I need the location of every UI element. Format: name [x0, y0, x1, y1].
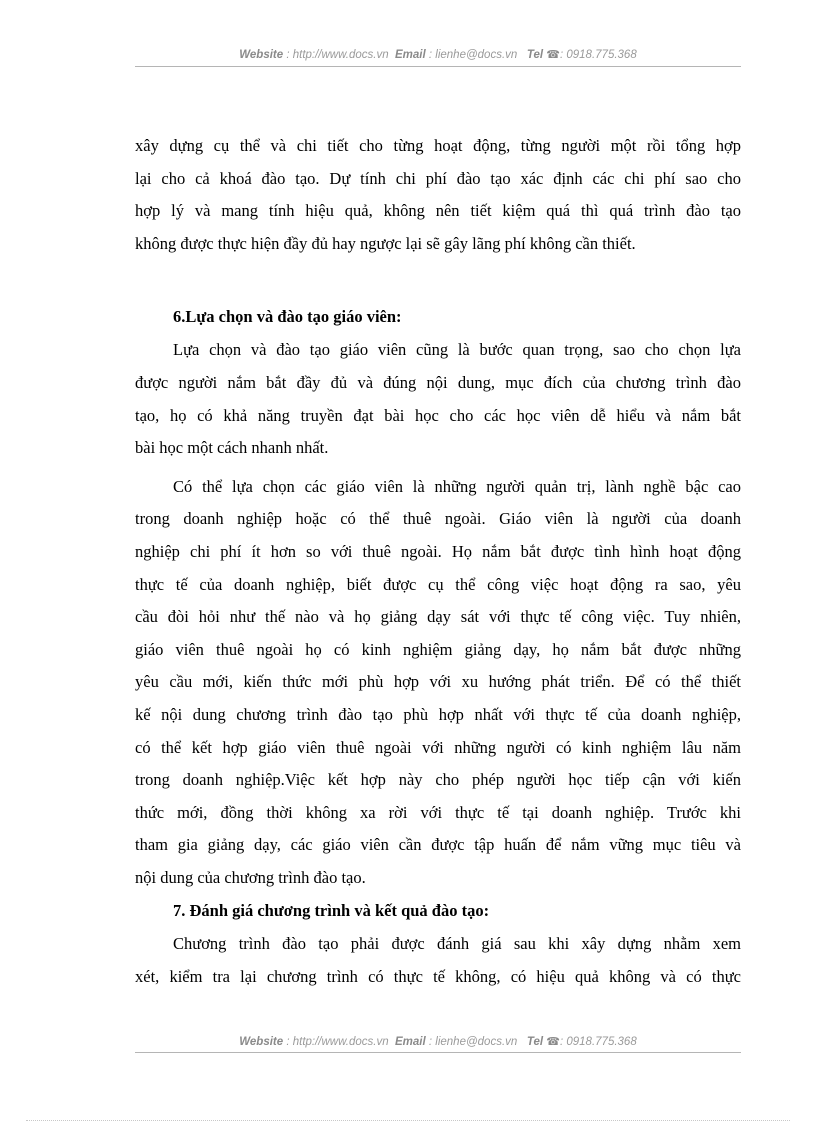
text-line: Lựa chọn và đào tạo giáo viên cũng là bước quan trọng, sao cho chọn lựa [173, 340, 741, 360]
text-line: thức mới, đồng thời không xa rời với thực tế tại doanh nghiệp. Trước khi [135, 802, 741, 822]
phone-icon: ☎ [546, 1036, 560, 1048]
text-line: thực tế của doanh nghiệp, biết được cụ thể công việc hoạt động ra sao, yêu [135, 574, 741, 594]
footer-email-value[interactable]: : lienhe@docs.vn [428, 1036, 518, 1048]
text-line: cầu đòi hỏi như thế nào và họ giảng dạy sát với thực tế công việc. Tuy nhiên, [135, 607, 741, 627]
text-line: trong doanh nghiệp.Việc kết hợp này cho phép người học tiếp cận với kiến [135, 770, 741, 790]
header-tel-label: Tel [526, 49, 544, 61]
phone-icon: ☎ [546, 49, 560, 61]
section-heading-6: 6.Lựa chọn và đào tạo giáo viên: [173, 307, 402, 327]
header-website-label: Website [239, 49, 284, 61]
text-line: bài học một cách nhanh nhất. [135, 438, 329, 458]
header-website-value[interactable]: : http://www.docs.vn [286, 49, 389, 61]
text-line: xây dựng cụ thể và chi tiết cho từng hoạt động, từng người một rồi tổng hợp [135, 136, 741, 155]
footer-website-value[interactable]: : http://www.docs.vn [286, 1036, 389, 1048]
text-line: giáo viên thuê ngoài họ có kinh nghiệm giảng dạy, họ nắm bắt được những [135, 639, 741, 659]
text-line: Chương trình đào tạo phải được đánh giá sau khi xây dựng nhằm xem [173, 934, 741, 954]
text-line: được người nắm bắt đầy đủ và đúng nội dung, mục đích của chương trình đào [135, 372, 741, 392]
header-tel-value: : 0918.775.368 [559, 49, 637, 61]
page-header [135, 48, 741, 61]
header-email-label: Email [395, 49, 426, 61]
footer-tel-value: : 0918.775.368 [559, 1036, 637, 1048]
text-line: không được thực hiện đầy đủ hay ngược lại sẽ gây lãng phí không cần thiết. [135, 233, 636, 253]
footer-email-label: Email [395, 1036, 426, 1048]
text-line: xét, kiểm tra lại chương trình có thực tế không, có hiệu quả không và có thực [135, 967, 741, 987]
text-line: tạo, họ có khả năng truyền đạt bài học cho các học viên dễ hiểu và nắm bắt [135, 405, 741, 425]
text-line: nội dung của chương trình đào tạo. [135, 867, 366, 887]
footer-tel-label: Tel [526, 1036, 544, 1048]
footer-divider [135, 1052, 741, 1053]
document-body [135, 130, 741, 994]
text-line: tham gia giảng dạy, các giáo viên cần được tập huấn để nắm vững mục tiêu và [135, 835, 741, 855]
section-heading-7: 7. Đánh giá chương trình và kết quả đào tạo: [173, 901, 490, 921]
text-line: Có thể lựa chọn các giáo viên là những người quản trị, lành nghề bậc cao [173, 476, 741, 496]
header-email-value[interactable]: : lienhe@docs.vn [428, 49, 518, 61]
text-line: nghiệp chi phí ít hơn so với thuê ngoài. Họ nắm bắt được tình hình hoạt động [135, 541, 741, 561]
paragraph-2 [135, 334, 741, 464]
spacer [135, 260, 741, 300]
paragraph-3 [135, 471, 741, 895]
footer-website-label: Website [239, 1036, 284, 1048]
text-line: lại cho cả khoá đào tạo. Dự tính chi phí đào tạo xác định các chi phí sao cho [135, 168, 741, 188]
page-footer [135, 1035, 741, 1048]
header-divider [135, 66, 741, 67]
text-line: trong doanh nghiệp hoặc có thể thuê ngoài. Giáo viên là người của doanh [135, 509, 741, 529]
paragraph-1 [135, 130, 741, 260]
text-line: yêu cầu mới, kiến thức mới phù hợp với xu hướng phát triển. Để có thể thiết [135, 672, 741, 692]
paragraph-4 [135, 928, 741, 993]
text-line: kế nội dung chương trình đào tạo phù hợp nhất với thực tế của doanh nghiệp, [135, 704, 741, 724]
text-line: hợp lý và mang tính hiệu quả, không nên tiết kiệm quá thì quá trình đào tạo [135, 201, 741, 221]
page-break-line [26, 1120, 790, 1121]
text-line: có thể kết hợp giáo viên thuê ngoài với những người có kinh nghiệm lâu năm [135, 737, 741, 757]
